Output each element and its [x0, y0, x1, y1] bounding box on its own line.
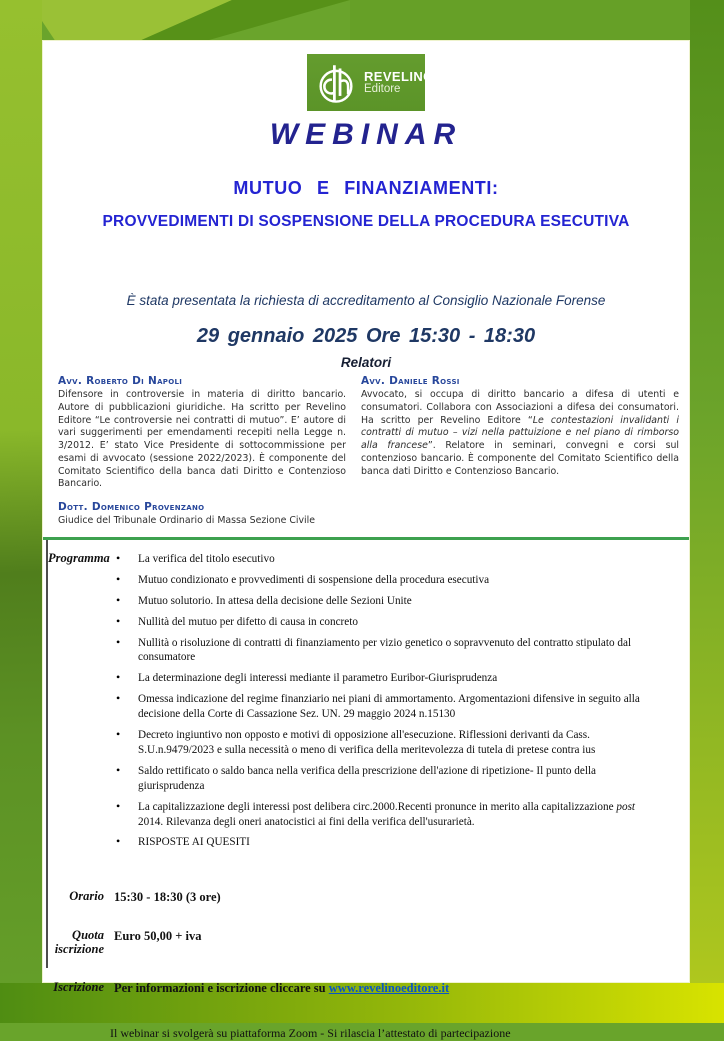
orario-row [48, 890, 689, 905]
revelino-monogram-icon [315, 60, 357, 106]
programma-item: • RISPOSTE AI QUESITI [114, 835, 659, 850]
orario-label: Orario [69, 889, 104, 904]
quota-value: Euro 50,00 + iva [114, 929, 202, 944]
speaker-name: Avv. Daniele Rossi [361, 375, 460, 387]
programma-item: • La capitalizzazione degli interessi post delibera circ.2000.Recenti pronunce in merito alla capitalizzazione post 2014. Rilevanza degli oneri anatocistici ai fini della verifica dell'usurarietà. [114, 800, 659, 830]
programma-item: • Decreto ingiuntivo non opposto e motivi di opposizione all'esecuzione. Riflessioni derivanti da Cass. S.U.n.9479/2023 e sulla necessità o meno di verifica della meritevolezza di tutela di pretese contra ius [114, 728, 659, 758]
logo-text [364, 70, 434, 96]
programma-row [48, 552, 689, 856]
logo-brand: REVELINO [364, 68, 434, 84]
programma-item: • Saldo rettificato o saldo banca nella verifica della prescrizione dell'azione di ripetizione- Il punto della giurisprudenza [114, 764, 659, 794]
title-line1: MUTUO E FINANZIAMENTI: [233, 178, 499, 198]
programma-list [114, 552, 689, 856]
speaker-bio: Avvocato, si occupa di diritto bancario a difesa di utenti e consumatori. Collabora con Associazioni a difesa dei consumatori. Ha scritto per Revelino Editore “Le contestazioni invalidanti i contratti di mutuo – vizi nella pattuizione e nel piano di rimborso alla francese”. Relatore in seminari, convegni e corsi sul contenzioso bancario. È componente del Comitato Scientifico della banca dati Diritto e Contenzioso Bancario. [361, 389, 679, 477]
logo-subtitle: Editore [364, 83, 401, 96]
programma-item: • La determinazione degli interessi mediante il parametro Euribor-Giurisprudenza [114, 671, 659, 686]
background-facet [350, 0, 724, 42]
speaker-name: Avv. Roberto Di Napoli [58, 375, 183, 387]
background-right-band [690, 0, 724, 1023]
speakers-columns [43, 370, 689, 491]
revelino-logo [307, 54, 434, 111]
quota-row [48, 929, 689, 957]
speaker-right [361, 375, 679, 491]
program-section [46, 540, 689, 1040]
iscrizione-row [48, 981, 689, 996]
event-datetime: 29 gennaio 2025 Ore 15:30 - 18:30 [196, 325, 536, 347]
webinar-heading: WEBINAR [269, 118, 463, 151]
iscrizione-value [114, 981, 689, 996]
programma-item: • Mutuo condizionato e provvedimenti di sospensione della procedura esecutiva [114, 573, 659, 588]
relatori-heading: Relatori [340, 355, 392, 370]
flyer-page [42, 40, 690, 1040]
programma-item: • Nullità del mutuo per difetto di causa in concreto [114, 615, 659, 630]
orario-value: 15:30 - 18:30 (3 ore) [114, 890, 221, 905]
speaker-judge [43, 491, 689, 528]
title-line2: PROVVEDIMENTI DI SOSPENSIONE DELLA PROCEDURA ESECUTIVA [102, 213, 630, 230]
background-left-band [0, 0, 42, 1023]
quota-label: Quota iscrizione [54, 928, 104, 957]
accreditation-note: È stata presentata la richiesta di accreditamento al Consiglio Nazionale Forense [126, 293, 606, 308]
iscrizione-text: Per informazioni e iscrizione cliccare su [114, 980, 329, 995]
registration-link[interactable]: www.revelinoeditore.it [328, 980, 450, 995]
programma-item: • Mutuo solutorio. In attesa della decisione delle Sezioni Unite [114, 594, 659, 609]
programma-item: • Omessa indicazione del regime finanziario nei piani di ammortamento. Argomentazioni difensive in seguito alla decisione della Corte di Cassazione Sez. UN. 29 maggio 2024 n.15130 [114, 692, 659, 722]
speaker-bio: Giudice del Tribunale Ordinario di Massa Sezione Civile [58, 515, 316, 527]
iscrizione-label: Iscrizione [53, 979, 104, 994]
platform-note: Il webinar si svolgerà su piattaforma Zoom - Si rilascia l’attestato di partecipazione [110, 1025, 511, 1040]
programma-item: • La verifica del titolo esecutivo [114, 552, 659, 567]
background-top-band [0, 0, 724, 42]
programma-label: Programma [48, 551, 110, 566]
speaker-left [58, 375, 346, 491]
programma-item: • Nullità o risoluzione di contratti di finanziamento per vizio genetico o sopravvenuto del contratto stipulato dal consumatore [114, 636, 659, 666]
speaker-bio: Difensore in controversie in materia di diritto bancario. Autore di pubblicazioni giuridiche. Ha scritto per Revelino Editore “Le controversie nei contratti di mutuo”. E’ autore di vari suggerimenti per emendamenti recepiti nella Legge n. 3/2012. E’ stato Vice Presidente di sottocommissione per esami di avvocato (sessione 2022/2023). È componente del Comitato Scientifico della banca dati Diritto e Contenzioso Bancario. [58, 389, 346, 490]
speaker-name: Dott. Domenico Provenzano [58, 501, 205, 514]
